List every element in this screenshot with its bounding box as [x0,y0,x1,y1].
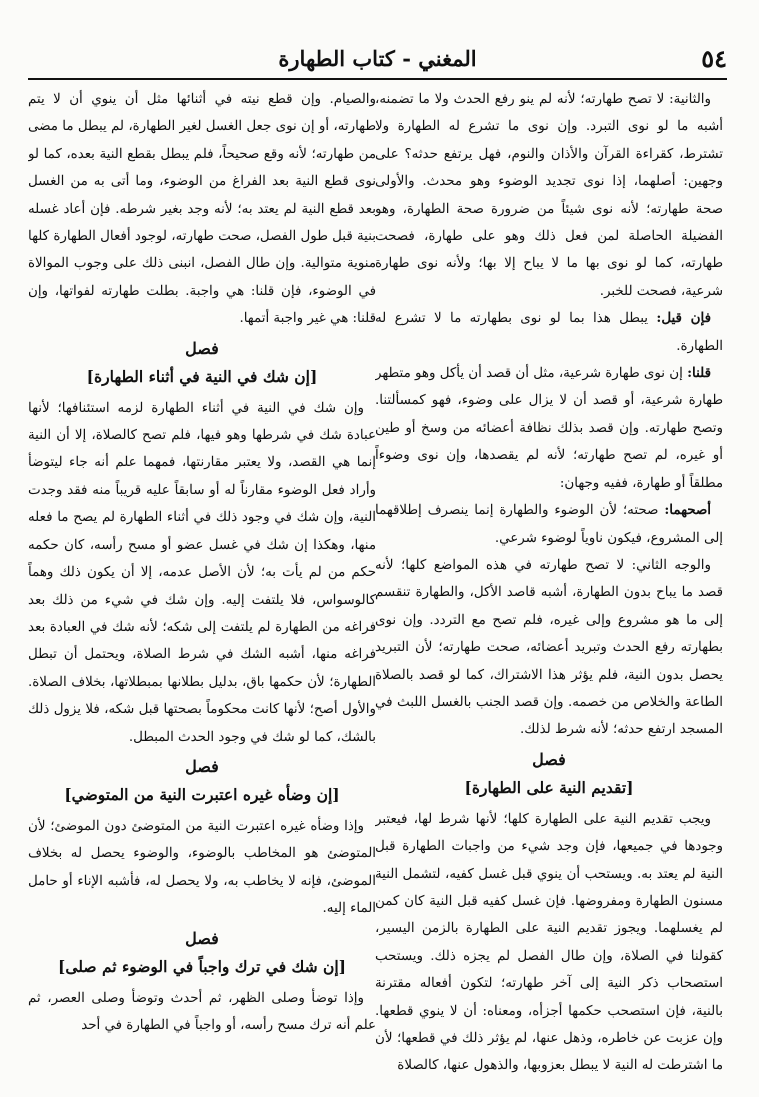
section-subtitle: [إن شك في ترك واجباً في الوضوء ثم صلى] [58,956,346,976]
page-number: ٥٤ [701,44,727,73]
paragraph: والثانية: لا تصح طهارته؛ لأنه لم ينو رفع الحدث ولا ما تضمنه، أشبه ما لو نوى التبرد. وإن نوى ما تشرع له الطهارة ولا تشترط، كقراءة القرآن والأذان والنوم، فهل يرتفع حدثه؟ على وجهين: أصلهما، إذا نوى تجديد الوضوء وهو محدث. والأولى صحة طهارته؛ لأنه نوى شيئاً من ضرورة صحة الطهارة، وهو الفضيلة الحاصلة لمن فعل ذلك وهو على طهارة، فصحت طهارته، كما لو نوى بها ما لا يباح إلا بها؛ ولأنه نوى طهارة شرعية، فصحت للخبر. [375,92,723,299]
paragraph: والصيام. وإن قطع نيته في أثنائها مثل أن ينوي أن لا يتم طهارته، أو إن نوى جعل الغسل لغير الطهارة، لم يبطل ما مضى من طهارته؛ لأنه وقع صحيحاً، فلم يبطل بقطع النية بعده، كما لو نوى قطع النية بعد الفراغ من الوضوء، وما أتى به من الغسل بعد قطع النية لم يعتد به؛ لأنه وجد بغير شرطه. فإن أعاد غسله بنية قبل طول الفصل، صحت طهارته، لوجود أفعال الطهارة كلها منوية متوالية. وإن طال الفصل، انبنى ذلك على وجوب الموالاة في الوضوء، فإن قلنا: هي واجبة. بطلت طهارته لفواتها، وإن قلنا: هي غير واجبة أتمها. [28,92,376,327]
left-column [28,86,376,1076]
running-title: المغني - كتاب الطهارة [278,46,477,71]
header-rule [28,78,727,80]
paragraph-text: يبطل هذا بما لو نوى بطهارته ما لا تشرع له الطهارة. [375,311,723,354]
paragraph-lead: فإن قيل: [656,310,711,327]
section-subtitle: [إن شك في النية في أثناء الطهارة] [86,366,318,386]
paragraph: والوجه الثاني: لا تصح طهارته في هذه المواضع كلها؛ لأنه قصد ما يباح بدون الطهارة، أشبه قاصد الأكل، والطهارة تنقسم إلى ما هو مشروع وإلى غيره، فلم تصح مع التردد. وإن نوى بطهارته رفع الحدث وتبريد أعضائه، صحت طهارته؛ لأن التبريد يحصل بدون النية، فلم يؤثر هذا الاشتراك، كما لو قصد بالصلاة الطاعة والخلاص من خصمه. وإن قصد الجنب بالغسل اللبث في المسجد ارتفع حدثه؛ لأنه شرط لذلك. [375,557,723,738]
paragraph: ويجب تقديم النية على الطهارة كلها؛ لأنها شرط لها، فيعتبر وجودها في جميعها، فإن وجد شيء من واجبات الطهارة قبل النية لم يعتد به. ويستحب أن ينوي قبل غسل كفيه، لتشمل النية مسنون الطهارة ومفروضها. فإن غسل كفيه قبل النية كان كمن لم يغسلهما. ويجوز تقديم النية على الطهارة بالزمن اليسير، كقولنا في الصلاة، وإن طال الفصل لم يجزه ذلك. ويستحب استصحاب ذكر النية إلى آخر طهارته؛ لتكون أفعاله مقترنة بالنية، فإن استصحب حكمها أجزأه، ومعناه: أن لا ينوي قطعها. وإن عزبت عن خاطره، وذهل عنها، لم يؤثر ذلك في قطعها؛ لأن ما اشترطت له النية لا يبطل بعزوبها، والذهول عنها، كالصلاة [375,811,723,1074]
paragraph: وإذا وضأه غيره اعتبرت النية من المتوضئ دون الموضئ؛ لأن المتوضئ هو المخاطب بالوضوء، والوضوء يحصل له بخلاف الموضئ، فإنه لا يخاطب به، ولا يحصل له، فأشبه الإناء أو حامل الماء إليه. [28,818,376,917]
section-heading: فصل [185,756,219,776]
paragraph: وإذا توضأ وصلى الظهر، ثم أحدث وتوضأ وصلى العصر، ثم علم أنه ترك مسح رأسه، أو واجباً في الطهارة في أحد [28,990,376,1033]
section-subtitle: [تقديم النية على الطهارة] [464,777,634,797]
paragraph-lead: أصحهما: [664,502,711,519]
paragraph-text: إن نوى طهارة شرعية، مثل أن قصد أن يأكل وهو متطهر طهارة شرعية، أو قصد أن لا يزال على وضوء، فهو كمسألتنا. وتصح طهارته. وإن قصد بذلك نظافة أعضائه من وسخ أو طين أو غيره، لم تصح طهارته؛ لأنه لم يقصدها، وإن نوى وضوءاً مطلقاً أو طهارة، ففيه وجهان: [375,366,723,491]
section-heading: فصل [185,928,219,948]
section-subtitle: [إن وضأه غيره اعتبرت النية من المتوضي] [64,784,340,804]
right-column [375,86,723,1076]
section-heading: فصل [532,749,566,769]
page-header [28,42,727,76]
paragraph-text: صحته؛ لأن الوضوء والطهارة إنما ينصرف إطلاقهما إلى المشروع، فيكون ناوياً لوضوء شرعي. [375,503,723,546]
paragraph-lead: قلنا: [687,365,711,382]
section-heading: فصل [185,338,219,358]
paragraph: وإن شك في النية في أثناء الطهارة لزمه استئنافها؛ لأنها عبادة شك في شرطها وهو فيها، فلم تصح كالصلاة، إلا أن النية إنما هي القصد، ولا يعتبر مقارنتها، فمهما علم أنه جاء ليتوضأ وأراد فعل الوضوء مقارناً له أو سابقاً عليه قريباً منه فقد وجدت النية، وإن شك في وجود ذلك في أثناء الطهارة لم يصح ما فعله منها، وهكذا إن شك في غسل عضو أو مسح رأسه، كان حكمه حكم من لم يأت به؛ لأن الأصل عدمه، إلا أن يكون ذلك وهماً كالوسواس، فلا يلتفت إليه. وإن شك في شيء من ذلك بعد فراغه من الطهارة لم يلتفت إلى شكه؛ لأنه شك في العبادة بعد فراغه منها، أشبه الشك في شرط الصلاة، ويحتمل أن تبطل الطهارة؛ لأن حكمها باق، بدليل بطلانها بمبطلاتها، بخلاف الصلاة. والأول أصح؛ لأنها كانت محكوماً بصحتها قبل شكه، فلا يزول ذلك بالشك، كما لو شك في وجود الحدث المبطل. [28,400,376,745]
